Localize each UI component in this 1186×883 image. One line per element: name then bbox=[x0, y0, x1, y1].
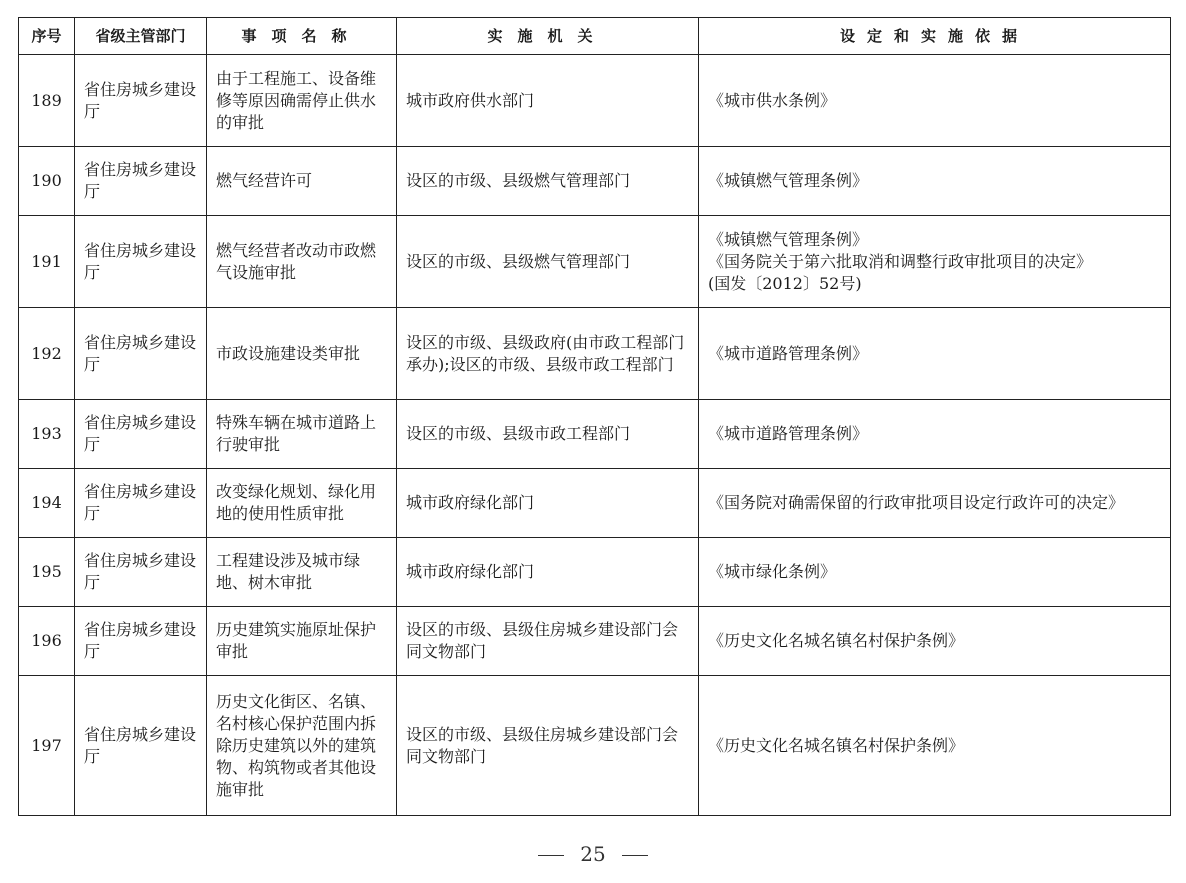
row-basis bbox=[699, 55, 1171, 147]
row-dept: 省住房城乡建设厅 bbox=[75, 400, 207, 469]
row-org: 城市政府供水部门 bbox=[397, 55, 699, 147]
header-seq: 序号 bbox=[19, 18, 75, 55]
table-row bbox=[19, 400, 1171, 469]
footer-dash-left bbox=[538, 855, 564, 856]
row-item: 工程建设涉及城市绿地、树木审批 bbox=[207, 538, 397, 607]
table-row bbox=[19, 308, 1171, 400]
row-basis bbox=[699, 216, 1171, 308]
row-item: 燃气经营者改动市政燃气设施审批 bbox=[207, 216, 397, 308]
basis-line: 《历史文化名城名镇名村保护条例》 bbox=[708, 631, 965, 650]
row-seq: 195 bbox=[19, 538, 75, 607]
row-org: 设区的市级、县级政府(由市政工程部门承办);设区的市级、县级市政工程部门 bbox=[397, 308, 699, 400]
row-basis bbox=[699, 400, 1171, 469]
page-number: 25 bbox=[580, 842, 606, 866]
row-basis bbox=[699, 607, 1171, 676]
row-org: 城市政府绿化部门 bbox=[397, 469, 699, 538]
row-item: 燃气经营许可 bbox=[207, 147, 397, 216]
header-item: 事项名称 bbox=[207, 18, 397, 55]
row-item: 由于工程施工、设备维修等原因确需停止供水的审批 bbox=[207, 55, 397, 147]
row-item: 改变绿化规划、绿化用地的使用性质审批 bbox=[207, 469, 397, 538]
row-org: 设区的市级、县级燃气管理部门 bbox=[397, 147, 699, 216]
row-seq: 189 bbox=[19, 55, 75, 147]
page-footer bbox=[0, 842, 1186, 866]
table-row bbox=[19, 469, 1171, 538]
row-seq: 193 bbox=[19, 400, 75, 469]
approval-items-table-wrapper bbox=[18, 17, 1170, 816]
row-seq: 196 bbox=[19, 607, 75, 676]
footer-dash-right bbox=[622, 855, 648, 856]
basis-line: 《城镇燃气管理条例》 bbox=[708, 171, 869, 190]
row-item: 历史建筑实施原址保护审批 bbox=[207, 607, 397, 676]
row-dept: 省住房城乡建设厅 bbox=[75, 469, 207, 538]
row-seq: 194 bbox=[19, 469, 75, 538]
row-basis bbox=[699, 147, 1171, 216]
table-row bbox=[19, 55, 1171, 147]
basis-line: 《城市道路管理条例》 bbox=[708, 424, 869, 443]
header-dept: 省级主管部门 bbox=[75, 18, 207, 55]
row-seq: 197 bbox=[19, 676, 75, 816]
basis-line: 《城市道路管理条例》 bbox=[708, 343, 869, 363]
row-dept: 省住房城乡建设厅 bbox=[75, 538, 207, 607]
table-header bbox=[19, 18, 1171, 55]
header-org: 实施机关 bbox=[397, 18, 699, 55]
basis-line: 《国务院关于第六批取消和调整行政审批项目的决定》 bbox=[708, 251, 1093, 271]
row-dept: 省住房城乡建设厅 bbox=[75, 147, 207, 216]
row-org: 城市政府绿化部门 bbox=[397, 538, 699, 607]
header-basis: 设定和实施依据 bbox=[699, 18, 1171, 55]
table-row bbox=[19, 216, 1171, 308]
header-row bbox=[19, 18, 1171, 55]
row-dept: 省住房城乡建设厅 bbox=[75, 607, 207, 676]
row-org: 设区的市级、县级住房城乡建设部门会同文物部门 bbox=[397, 607, 699, 676]
row-item: 历史文化街区、名镇、名村核心保护范围内拆除历史建筑以外的建筑物、构筑物或者其他设施审批 bbox=[207, 676, 397, 816]
table-row bbox=[19, 676, 1171, 816]
row-basis bbox=[699, 469, 1171, 538]
basis-line: (国发〔2012〕52号) bbox=[708, 273, 862, 293]
row-basis bbox=[699, 676, 1171, 816]
row-org: 设区的市级、县级市政工程部门 bbox=[397, 400, 699, 469]
basis-line: 《国务院对确需保留的行政审批项目设定行政许可的决定》 bbox=[708, 493, 1125, 512]
table-row bbox=[19, 607, 1171, 676]
row-basis bbox=[699, 308, 1171, 400]
basis-line: 《城市供水条例》 bbox=[708, 90, 837, 110]
row-dept: 省住房城乡建设厅 bbox=[75, 216, 207, 308]
table-row bbox=[19, 147, 1171, 216]
table-row bbox=[19, 538, 1171, 607]
basis-line: 《城市绿化条例》 bbox=[708, 562, 837, 581]
row-dept: 省住房城乡建设厅 bbox=[75, 55, 207, 147]
row-org: 设区的市级、县级燃气管理部门 bbox=[397, 216, 699, 308]
row-org: 设区的市级、县级住房城乡建设部门会同文物部门 bbox=[397, 676, 699, 816]
row-item: 特殊车辆在城市道路上行驶审批 bbox=[207, 400, 397, 469]
row-basis bbox=[699, 538, 1171, 607]
approval-items-table bbox=[18, 17, 1171, 816]
row-dept: 省住房城乡建设厅 bbox=[75, 308, 207, 400]
row-dept: 省住房城乡建设厅 bbox=[75, 676, 207, 816]
table-body bbox=[19, 55, 1171, 816]
row-seq: 192 bbox=[19, 308, 75, 400]
basis-line: 《历史文化名城名镇名村保护条例》 bbox=[708, 735, 965, 755]
row-seq: 191 bbox=[19, 216, 75, 308]
row-seq: 190 bbox=[19, 147, 75, 216]
row-item: 市政设施建设类审批 bbox=[207, 308, 397, 400]
basis-line: 《城镇燃气管理条例》 bbox=[708, 229, 869, 249]
